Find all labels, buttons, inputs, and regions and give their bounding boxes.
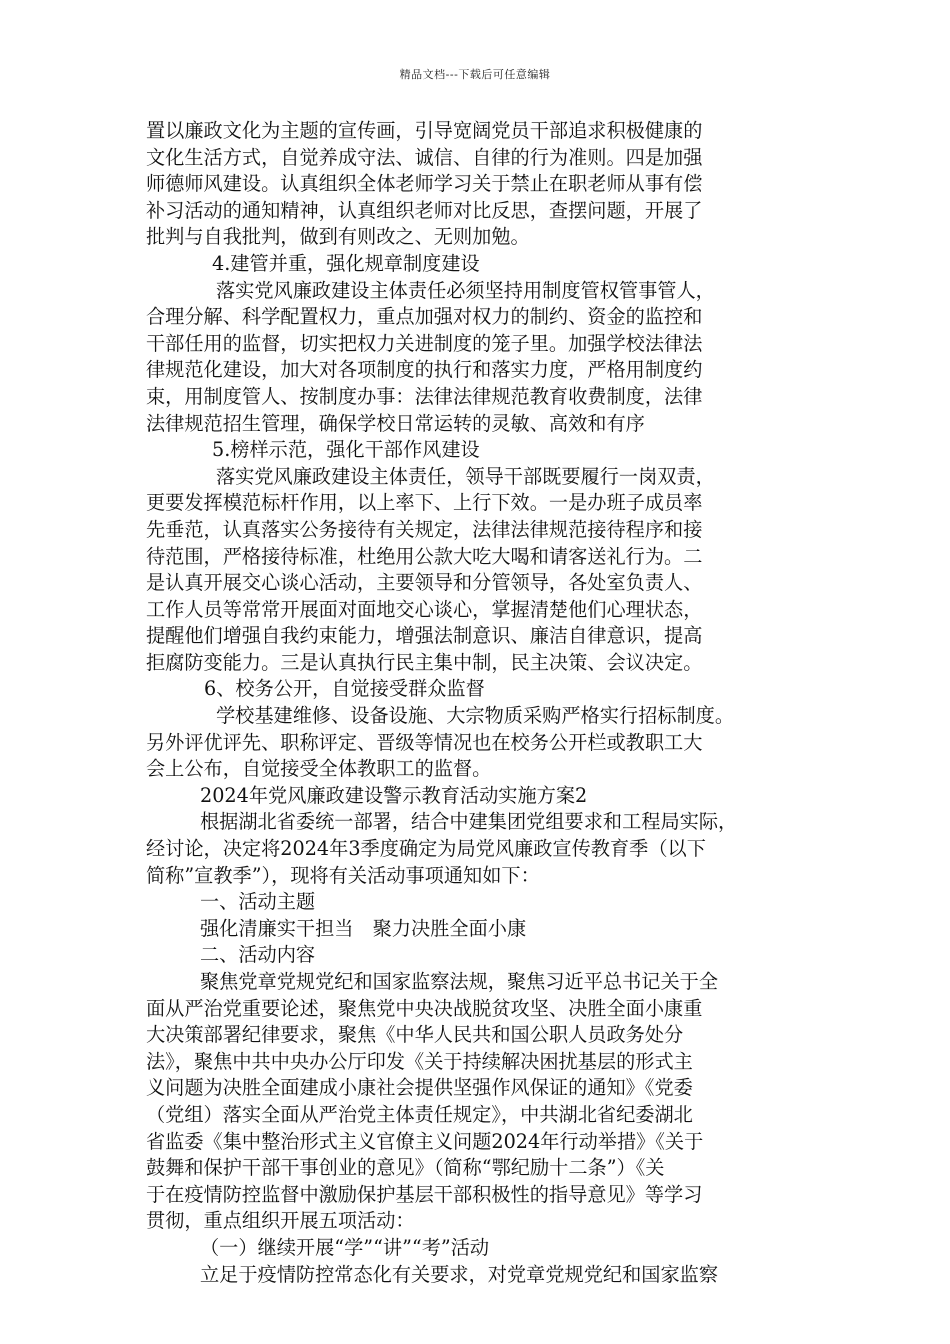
body-line: 法》，聚焦中共中央办公厅印发《关于持续解决困扰基层的形式主 [146, 1049, 693, 1073]
body-line: 法律规范招生管理，确保学校日常运转的灵敏、高效和有序 [146, 411, 645, 435]
body-line: 文化生活方式，自觉养成守法、诚信、自律的行为准则。四是加强 [146, 145, 703, 169]
section-heading: 6、校务公开，自觉接受群众监督 [204, 677, 485, 701]
theme-line: 强化清廉实干担当 聚力决胜全面小康 [200, 916, 527, 940]
page-header: 精品文档---下载后可任意编辑 [399, 68, 551, 81]
body-line: 经讨论，决定将2024年3季度确定为局党风廉政宣传教育季（以下 [146, 837, 706, 861]
body-line: 拒腐防变能力。三是认真执行民主集中制，民主决策、会议决定。 [146, 650, 703, 674]
section-heading: 一、活动主题 [200, 890, 316, 914]
body-line: 贯彻，重点组织开展五项活动： [146, 1209, 415, 1233]
body-line: 合理分解、科学配置权力，重点加强对权力的制约、资金的监控和 [146, 305, 703, 329]
body-line: 鼓舞和保护干部干事创业的意见》（简称“鄂纪励十二条”）《关 [146, 1156, 665, 1180]
body-line: （党组）落实全面从严治党主体责任规定》，中共湖北省纪委湖北 [146, 1102, 693, 1126]
body-line: 先垂范，认真落实公务接待有关规定，法律法律规范接待程序和接 [146, 517, 703, 541]
body-line: 另外评优评先、职称评定、晋级等情况也在校务公开栏或教职工大 [146, 730, 703, 754]
body-line: 省监委《集中整治形式主义官僚主义问题2024年行动举措》《关于 [146, 1129, 704, 1153]
section-heading: 5.榜样示范，强化干部作风建设 [212, 438, 480, 462]
body-line: 批判与自我批判，做到有则改之、无则加勉。 [146, 225, 530, 249]
paragraph-start: 学校基建维修、设备设施、大宗物质采购严格实行招标制度。 [216, 704, 735, 728]
section-heading: 4.建管并重，强化规章制度建设 [212, 251, 480, 275]
body-line: 补习活动的通知精神，认真组织老师对比反思，查摆问题，开展了 [146, 198, 703, 222]
paragraph-start: 落实党风廉政建设主体责任必须坚持用制度管权管事管人， [216, 278, 715, 302]
body-line: 简称”宣教季”），现将有关活动事项通知如下： [146, 863, 540, 887]
body-line: 于在疫情防控监督中激励保护基层干部积极性的指导意见》等学习 [146, 1182, 703, 1206]
body-line: 会上公布，自觉接受全体教职工的监督。 [146, 757, 492, 781]
body-line: 面从严治党重要论述，聚焦党中央决战脱贫攻坚、决胜全面小康重 [146, 996, 703, 1020]
paragraph-start: 立足于疫情防控常态化有关要求，对党章党规党纪和国家监察 [200, 1262, 719, 1286]
body-line: 待范围，严格接待标准，杜绝用公款大吃大喝和请客送礼行为。二 [146, 544, 703, 568]
body-line: 义问题为决胜全面建成小康社会提供坚强作风保证的通知》《党委 [146, 1076, 693, 1100]
body-line: 律规范化建设，加大对各项制度的执行和落实力度，严格用制度约 [146, 358, 703, 382]
body-line: 束，用制度管人、按制度办事：法律法律规范教育收费制度，法律 [146, 384, 703, 408]
paragraph-start: 聚焦党章党规党纪和国家监察法规，聚焦习近平总书记关于全 [200, 970, 719, 993]
body-line: 工作人员等常常开展面对面地交心谈心，掌握清楚他们心理状态， [146, 597, 703, 621]
body-line: 提醒他们增强自我约束能力，增强法制意识、廉洁自律意识，提高 [146, 624, 703, 648]
document-title: 2024年党风廉政建设警示教育活动实施方案2 [200, 783, 588, 807]
subsection-heading: （一）继续开展“学”“讲”“考”活动 [200, 1235, 490, 1259]
section-heading: 二、活动内容 [200, 943, 316, 967]
body-line: 更要发挥模范标杆作用，以上率下、上行下效。一是办班子成员率 [146, 491, 703, 515]
body-line: 置以廉政文化为主题的宣传画，引导宽阔党员干部追求积极健康的 [146, 119, 703, 142]
paragraph-start: 根据湖北省委统一部署，结合中建集团党组要求和工程局实际， [200, 810, 738, 834]
paragraph-start: 落实党风廉政建设主体责任，领导干部既要履行一岗双责， [216, 464, 715, 488]
body-line: 大决策部署纪律要求，聚焦《中华人民共和国公职人员政务处分 [146, 1023, 684, 1047]
body-line: 是认真开展交心谈心活动，主要领导和分管领导，各处室负责人、 [146, 571, 703, 595]
body-line: 师德师风建设。认真组织全体老师学习关于禁止在职老师从事有偿 [146, 172, 703, 196]
body-line: 干部任用的监督，切实把权力关进制度的笼子里。加强学校法律法 [146, 331, 703, 355]
document-body [146, 118, 816, 1288]
